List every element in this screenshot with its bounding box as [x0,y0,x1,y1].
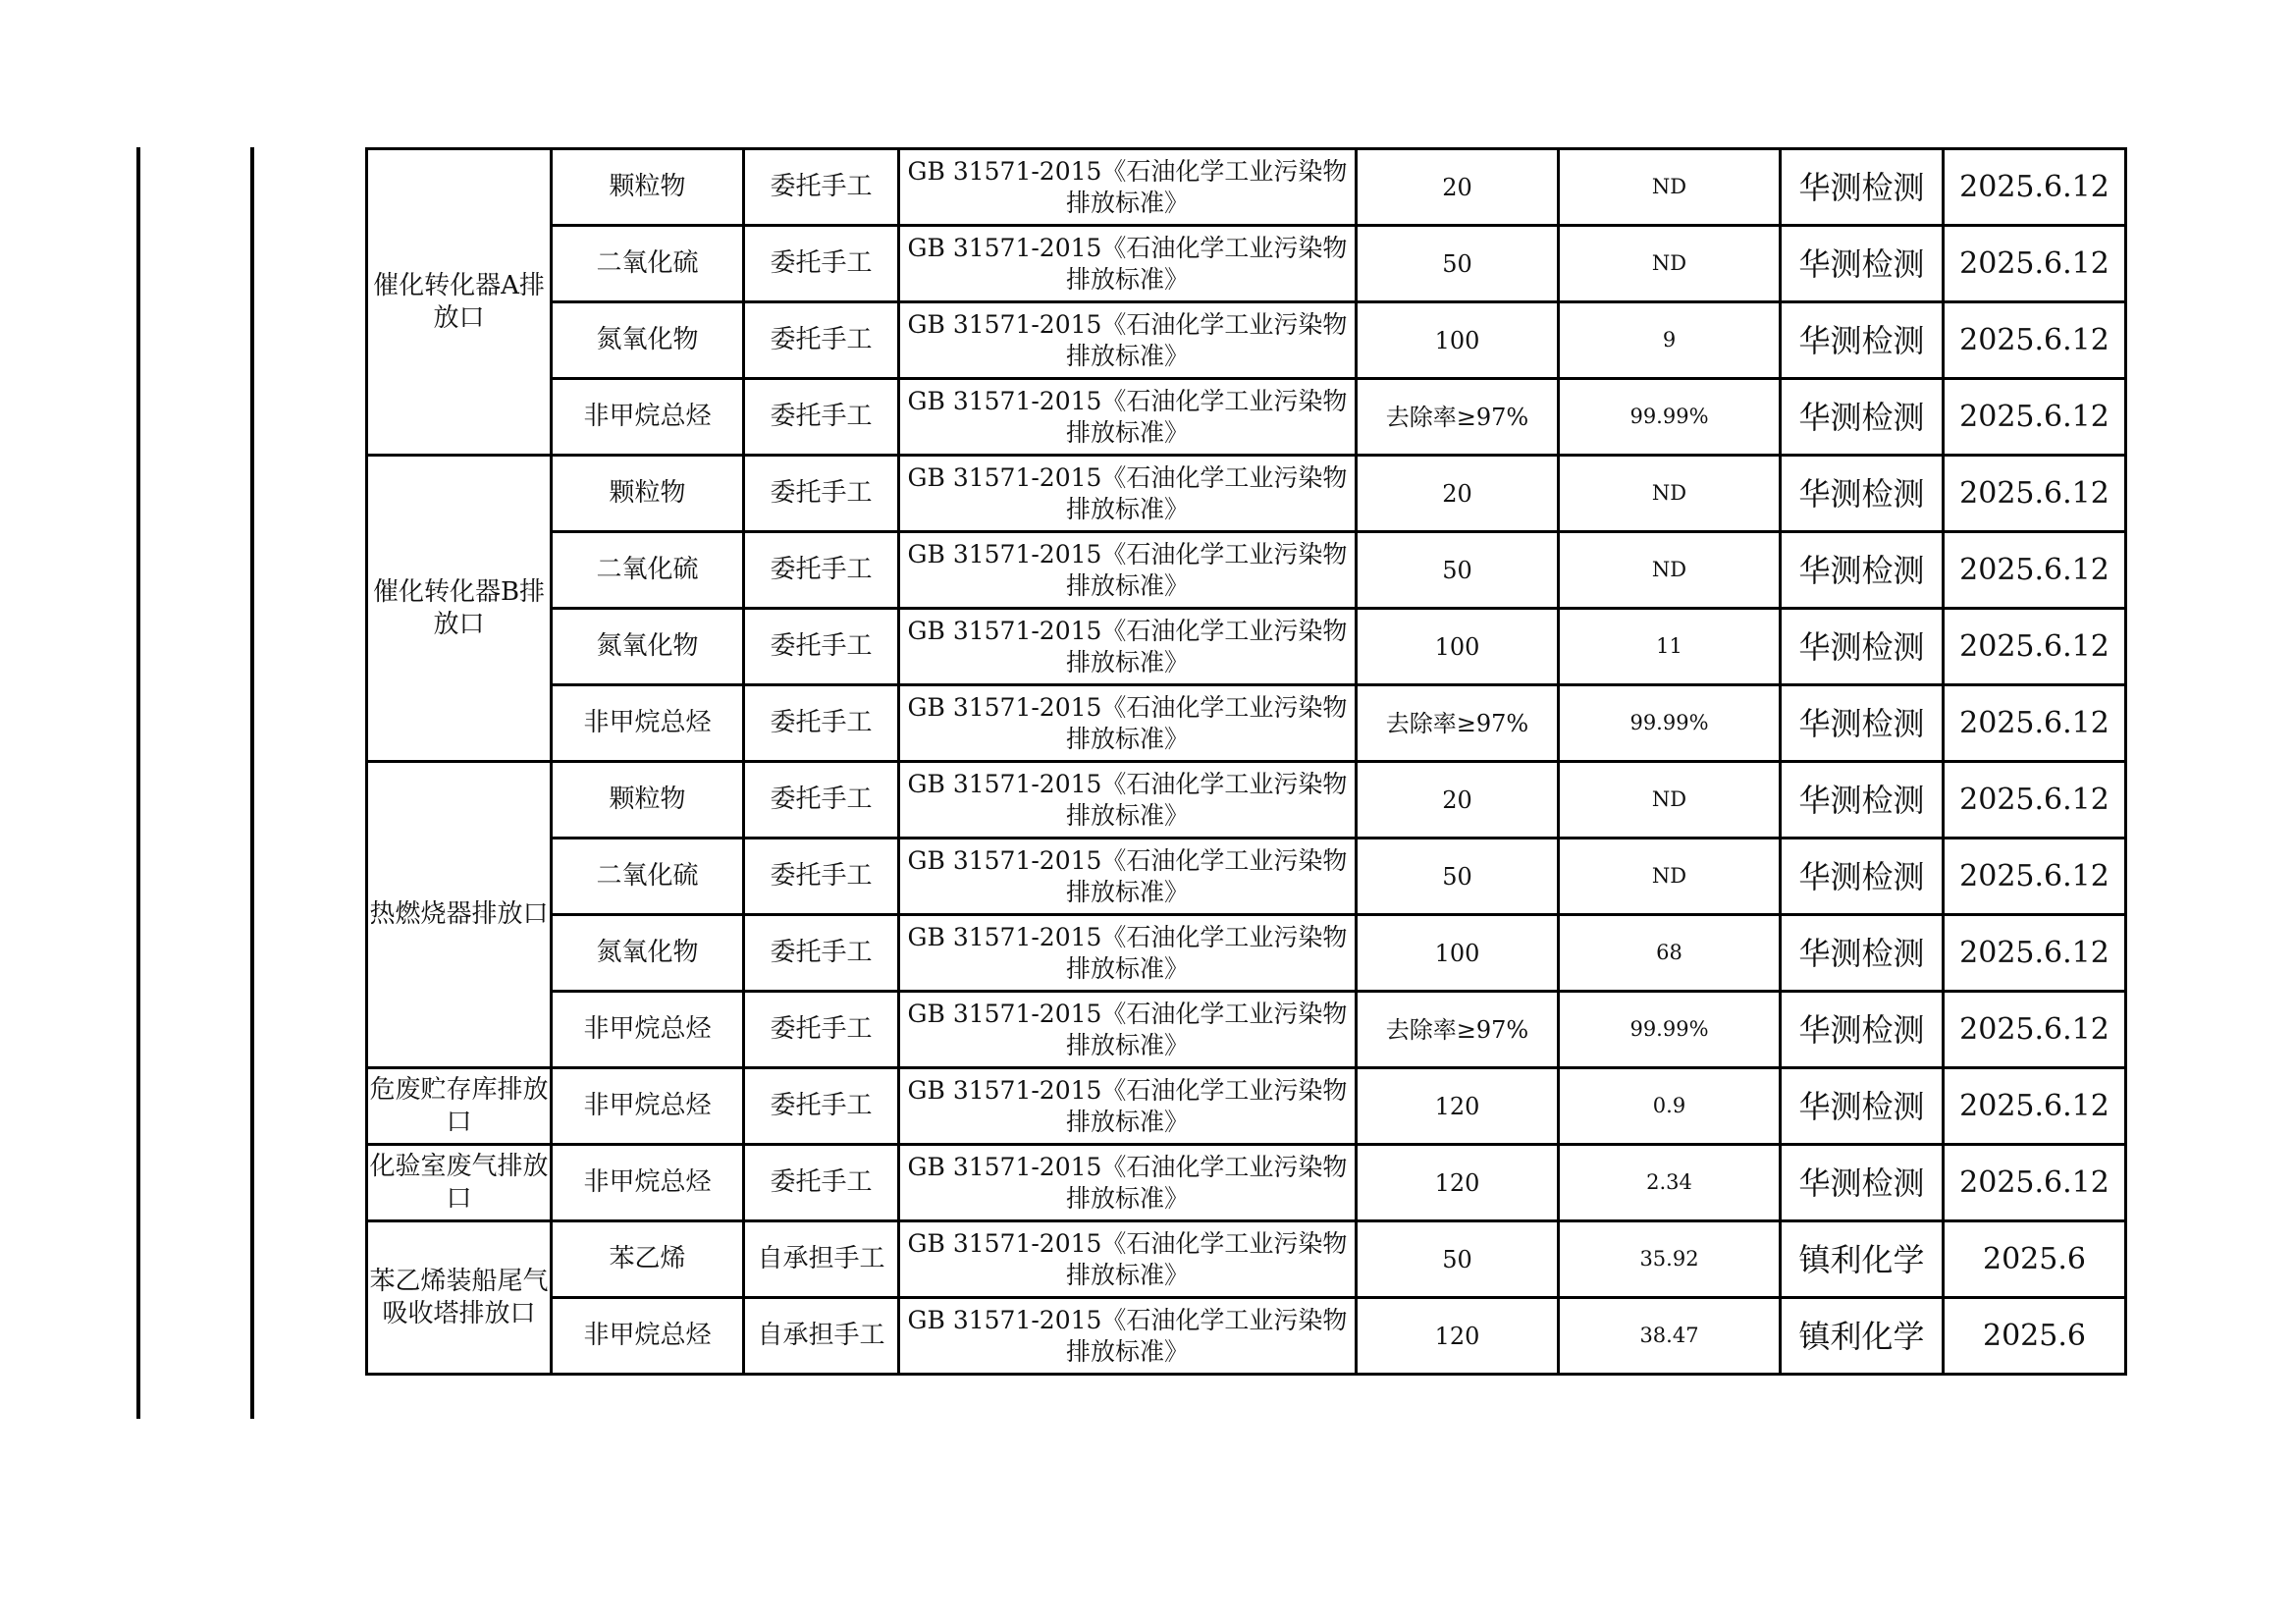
table-row [367,685,2126,762]
result-cell: 99.99% [1559,685,1781,762]
monitoring-mode-cell: 委托手工 [744,532,899,609]
date-cell: 2025.6.12 [1944,839,2126,915]
date-cell: 2025.6.12 [1944,915,2126,992]
limit-cell: 100 [1357,609,1559,685]
emission-source-cell: 催化转化器B排放口 [367,456,552,762]
table-row [367,226,2126,302]
monitoring-mode-cell: 委托手工 [744,1145,899,1221]
limit-cell: 50 [1357,839,1559,915]
limit-cell: 100 [1357,302,1559,379]
standard-cell: GB 31571-2015《石油化学工业污染物排放标准》 [899,456,1357,532]
pollutant-cell: 氮氧化物 [552,915,744,992]
date-cell: 2025.6.12 [1944,532,2126,609]
monitoring-mode-cell: 委托手工 [744,609,899,685]
standard-cell: GB 31571-2015《石油化学工业污染物排放标准》 [899,685,1357,762]
table-row [367,1298,2126,1375]
result-cell: 11 [1559,609,1781,685]
table-row [367,532,2126,609]
testing-org-cell: 华测检测 [1781,1068,1944,1145]
limit-cell: 50 [1357,1221,1559,1298]
monitoring-mode-cell: 委托手工 [744,456,899,532]
pollutant-cell: 氮氧化物 [552,302,744,379]
standard-cell: GB 31571-2015《石油化学工业污染物排放标准》 [899,302,1357,379]
table-row [367,762,2126,839]
standard-cell: GB 31571-2015《石油化学工业污染物排放标准》 [899,532,1357,609]
result-cell: ND [1559,456,1781,532]
limit-cell: 50 [1357,226,1559,302]
table-row [367,379,2126,456]
standard-cell: GB 31571-2015《石油化学工业污染物排放标准》 [899,226,1357,302]
testing-org-cell: 镇利化学 [1781,1298,1944,1375]
limit-cell: 120 [1357,1145,1559,1221]
standard-cell: GB 31571-2015《石油化学工业污染物排放标准》 [899,1298,1357,1375]
standard-cell: GB 31571-2015《石油化学工业污染物排放标准》 [899,379,1357,456]
pollutant-cell: 颗粒物 [552,762,744,839]
monitoring-mode-cell: 委托手工 [744,839,899,915]
monitoring-mode-cell: 委托手工 [744,379,899,456]
result-cell: 99.99% [1559,992,1781,1068]
pollutant-cell: 非甲烷总烃 [552,992,744,1068]
result-cell: 35.92 [1559,1221,1781,1298]
date-cell: 2025.6.12 [1944,226,2126,302]
date-cell: 2025.6 [1944,1221,2126,1298]
result-cell: ND [1559,532,1781,609]
monitoring-mode-cell: 委托手工 [744,149,899,226]
table-row [367,302,2126,379]
limit-cell: 100 [1357,915,1559,992]
pollutant-cell: 非甲烷总烃 [552,685,744,762]
date-cell: 2025.6.12 [1944,992,2126,1068]
date-cell: 2025.6.12 [1944,149,2126,226]
testing-org-cell: 华测检测 [1781,609,1944,685]
monitoring-mode-cell: 委托手工 [744,762,899,839]
pollutant-cell: 非甲烷总烃 [552,1298,744,1375]
left-border-line-2 [250,147,254,1419]
date-cell: 2025.6.12 [1944,379,2126,456]
standard-cell: GB 31571-2015《石油化学工业污染物排放标准》 [899,609,1357,685]
table-row [367,839,2126,915]
pollutant-cell: 苯乙烯 [552,1221,744,1298]
emission-source-cell: 催化转化器A排放口 [367,149,552,456]
testing-org-cell: 华测检测 [1781,992,1944,1068]
pollutant-cell: 二氧化硫 [552,839,744,915]
testing-org-cell: 华测检测 [1781,685,1944,762]
result-cell: ND [1559,762,1781,839]
monitoring-mode-cell: 委托手工 [744,685,899,762]
monitoring-mode-cell: 委托手工 [744,915,899,992]
result-cell: 0.9 [1559,1068,1781,1145]
monitoring-mode-cell: 委托手工 [744,302,899,379]
standard-cell: GB 31571-2015《石油化学工业污染物排放标准》 [899,992,1357,1068]
pollutant-cell: 颗粒物 [552,149,744,226]
result-cell: 99.99% [1559,379,1781,456]
date-cell: 2025.6.12 [1944,1068,2126,1145]
standard-cell: GB 31571-2015《石油化学工业污染物排放标准》 [899,1221,1357,1298]
result-cell: ND [1559,149,1781,226]
testing-org-cell: 镇利化学 [1781,1221,1944,1298]
monitoring-mode-cell: 自承担手工 [744,1298,899,1375]
standard-cell: GB 31571-2015《石油化学工业污染物排放标准》 [899,1145,1357,1221]
limit-cell: 120 [1357,1068,1559,1145]
table-row [367,1221,2126,1298]
testing-org-cell: 华测检测 [1781,149,1944,226]
date-cell: 2025.6.12 [1944,302,2126,379]
date-cell: 2025.6.12 [1944,609,2126,685]
pollutant-cell: 非甲烷总烃 [552,379,744,456]
monitoring-mode-cell: 自承担手工 [744,1221,899,1298]
pollutant-cell: 氮氧化物 [552,609,744,685]
emission-source-cell: 热燃烧器排放口 [367,762,552,1068]
testing-org-cell: 华测检测 [1781,915,1944,992]
result-cell: 9 [1559,302,1781,379]
limit-cell: 20 [1357,762,1559,839]
date-cell: 2025.6 [1944,1298,2126,1375]
table-row [367,992,2126,1068]
limit-cell: 去除率≥97% [1357,685,1559,762]
date-cell: 2025.6.12 [1944,762,2126,839]
table-row [367,915,2126,992]
table-row [367,609,2126,685]
result-cell: 38.47 [1559,1298,1781,1375]
date-cell: 2025.6.12 [1944,1145,2126,1221]
table-body [367,149,2126,1375]
standard-cell: GB 31571-2015《石油化学工业污染物排放标准》 [899,762,1357,839]
date-cell: 2025.6.12 [1944,456,2126,532]
pollutant-cell: 颗粒物 [552,456,744,532]
result-cell: 68 [1559,915,1781,992]
testing-org-cell: 华测检测 [1781,456,1944,532]
emission-source-cell: 苯乙烯装船尾气吸收塔排放口 [367,1221,552,1375]
limit-cell: 50 [1357,532,1559,609]
testing-org-cell: 华测检测 [1781,839,1944,915]
result-cell: ND [1559,839,1781,915]
table-row [367,1068,2126,1145]
pollutant-cell: 非甲烷总烃 [552,1068,744,1145]
standard-cell: GB 31571-2015《石油化学工业污染物排放标准》 [899,915,1357,992]
monitoring-mode-cell: 委托手工 [744,226,899,302]
limit-cell: 20 [1357,456,1559,532]
emission-source-cell: 化验室废气排放口 [367,1145,552,1221]
pollutant-cell: 二氧化硫 [552,532,744,609]
left-border-line-1 [136,147,140,1419]
standard-cell: GB 31571-2015《石油化学工业污染物排放标准》 [899,149,1357,226]
table-row [367,456,2126,532]
limit-cell: 120 [1357,1298,1559,1375]
testing-org-cell: 华测检测 [1781,226,1944,302]
pollutant-cell: 非甲烷总烃 [552,1145,744,1221]
testing-org-cell: 华测检测 [1781,1145,1944,1221]
monitoring-mode-cell: 委托手工 [744,992,899,1068]
standard-cell: GB 31571-2015《石油化学工业污染物排放标准》 [899,839,1357,915]
date-cell: 2025.6.12 [1944,685,2126,762]
result-cell: ND [1559,226,1781,302]
monitoring-mode-cell: 委托手工 [744,1068,899,1145]
result-cell: 2.34 [1559,1145,1781,1221]
testing-org-cell: 华测检测 [1781,302,1944,379]
table-row [367,1145,2126,1221]
limit-cell: 去除率≥97% [1357,379,1559,456]
table-row [367,149,2126,226]
testing-org-cell: 华测检测 [1781,379,1944,456]
limit-cell: 去除率≥97% [1357,992,1559,1068]
testing-org-cell: 华测检测 [1781,532,1944,609]
pollutant-cell: 二氧化硫 [552,226,744,302]
emission-source-cell: 危废贮存库排放口 [367,1068,552,1145]
monitoring-results-table [365,147,2127,1376]
limit-cell: 20 [1357,149,1559,226]
testing-org-cell: 华测检测 [1781,762,1944,839]
standard-cell: GB 31571-2015《石油化学工业污染物排放标准》 [899,1068,1357,1145]
